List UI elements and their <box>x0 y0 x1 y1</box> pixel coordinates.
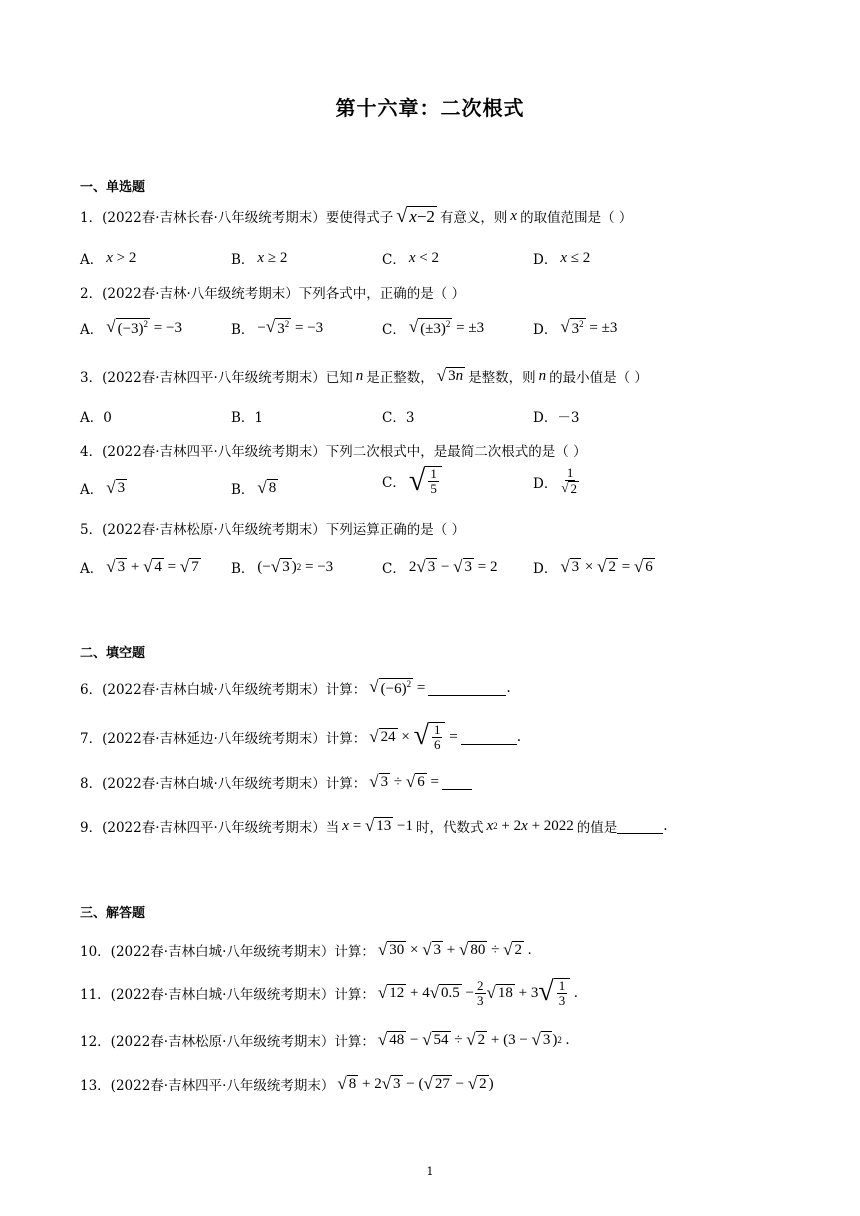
question-1: 1．(2022春·吉林长春·八年级统考期末）要使得式子 √ x−2 有意义，则 x 的取值范围是（ ） <box>80 205 633 227</box>
question-7: 7．(2022春·吉林延边·八年级统考期末）计算： √ 24 × √ $\frac{1}{6}$ = . <box>80 720 521 753</box>
question-11: 11．(2022春·吉林白城·八年级统考期末）计算： √ 12 + 4 √ 0.5 − $\frac{2}{3}$ √ 18 + 3 √ $\frac{1}{3}$ . <box>80 976 578 1009</box>
page-number: 1 <box>426 1165 434 1178</box>
section-heading-1: 一、单选题 <box>80 180 146 195</box>
q4-option-c[interactable]: C． √ $\frac{1}{5}$ <box>382 466 445 497</box>
section-heading-3: 三、解答题 <box>80 906 146 921</box>
q3-option-d[interactable]: D．－3 <box>533 410 580 426</box>
question-10: 10．(2022春·吉林白城·八年级统考期末）计算： √ 30 × √ 3 + √ 80 ÷ √ 2 . <box>80 939 532 960</box>
section-heading-2: 二、填空题 <box>80 646 146 661</box>
question-3: 3．(2022春·吉林四平·八年级统考期末）已知 n 是正整数， √ 3n 是整数，则 n 的最小值是（ ） <box>80 365 648 386</box>
q1-option-b[interactable]: B． x ≥ 2 <box>231 249 288 268</box>
q2-option-d[interactable]: D． √ $3^2$ = ±3 <box>533 317 618 339</box>
q1-option-d[interactable]: D． x ≤ 2 <box>533 249 591 268</box>
question-9: 9．(2022春·吉林四平·八年级统考期末）当 x = √ 13 −1 时，代数式 x 2 + 2 x + 2022 的值是 . <box>80 815 668 836</box>
q4-option-d[interactable]: D． 1 √ 2 <box>533 465 577 497</box>
q5-option-a[interactable]: A． √ 3 + √ 4 = √ 7 <box>80 556 199 577</box>
q2-option-c[interactable]: C． √ $(\pm 3)^2$ = ±3 <box>382 317 485 339</box>
q3-option-c[interactable]: C．3 <box>382 410 415 426</box>
q4-option-b[interactable]: B． √ 8 <box>231 477 277 498</box>
q4-option-a[interactable]: A． √ 3 <box>80 477 126 498</box>
question-6: 6．(2022春·吉林白城·八年级统考期末）计算： √ $(-6)^2$ = . <box>80 677 511 699</box>
question-12: 12．(2022春·吉林松原·八年级统考期末）计算： √ 48 − √ 54 ÷ √ 2 + (3 − √ 3 ) 2 . <box>80 1029 570 1050</box>
q5-option-b[interactable]: B． (− √ 3 ) 2 = −3 <box>231 556 334 577</box>
question-1-stem: 1．(2022春·吉林长春·八年级统考期末）要使得式子 <box>80 210 394 227</box>
q1-option-c[interactable]: C． x < 2 <box>382 249 439 268</box>
q5-option-c[interactable]: C． 2 √ 3 − √ 3 = 2 <box>382 556 498 577</box>
question-13: 13．(2022春·吉林四平·八年级统考期末） √ 8 + 2 √ 3 − ( √ 27 − √ 2 ) <box>80 1073 494 1094</box>
q2-option-a[interactable]: A． √ $(-3)^2$ = −3 <box>80 317 182 339</box>
q5-option-d[interactable]: D． √ 3 × √ 2 = √ 6 <box>533 556 653 577</box>
q2-option-b[interactable]: B． − √ $3^2$ = −3 <box>231 317 324 339</box>
q3-option-b[interactable]: B．1 <box>231 410 264 426</box>
question-8: 8．(2022春·吉林白城·八年级统考期末）计算： √ 3 ÷ √ 6 = <box>80 772 472 792</box>
q3-option-a[interactable]: A．0 <box>80 410 112 426</box>
question-1-formula: √ x−2 <box>396 205 435 227</box>
question-5: 5．(2022春·吉林松原·八年级统考期末）下列运算正确的是（ ） <box>80 522 466 538</box>
question-4: 4．(2022春·吉林四平·八年级统考期末）下列二次根式中，是最简二次根式的是（ ） <box>80 444 587 460</box>
page-title: 第十六章：二次根式 <box>335 96 525 120</box>
q1-option-a[interactable]: A． x > 2 <box>80 249 137 268</box>
question-2: 2．(2022春·吉林·八年级统考期末）下列各式中，正确的是（ ） <box>80 286 466 302</box>
